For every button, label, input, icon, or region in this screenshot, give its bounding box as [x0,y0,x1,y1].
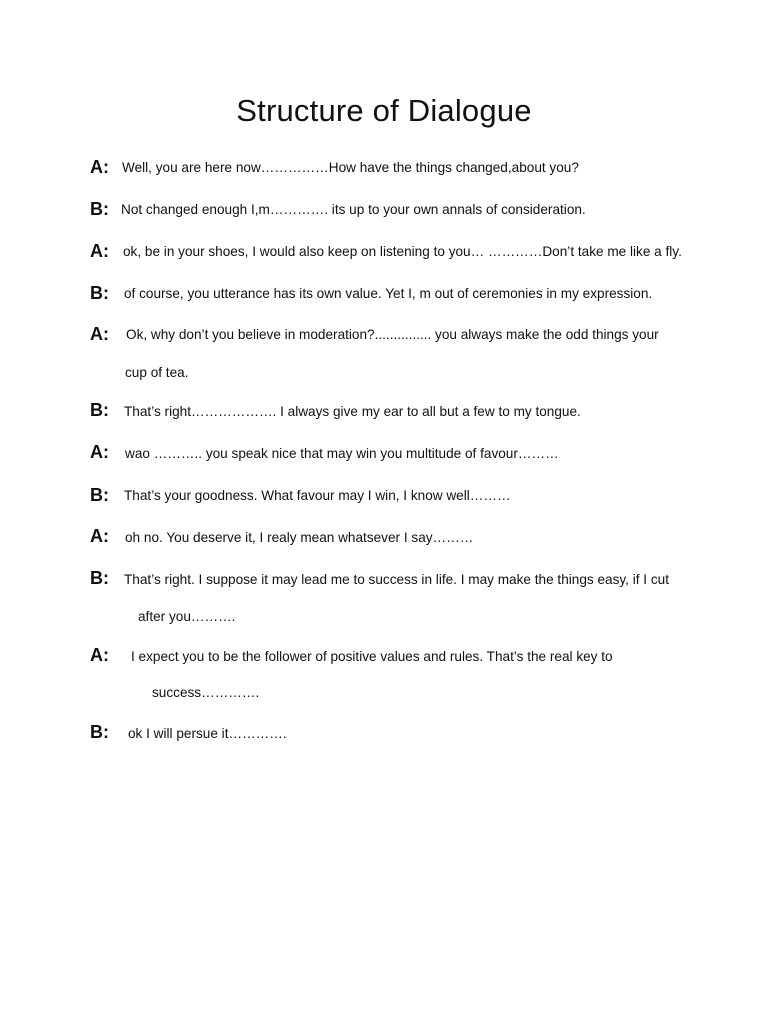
speaker-label: A: [90,157,109,177]
speaker-label: A: [90,442,109,462]
dialogue-line: after you………. [138,609,236,624]
speaker-label: B: [90,722,109,742]
dialogue-line: success…………. [152,685,260,700]
dialogue-line: oh no. You deserve it, I realy mean whatsever I say……… [125,530,474,545]
speaker-label: A: [90,645,109,665]
dialogue-line: Well, you are here now……………How have the things changed,about you? [122,160,579,175]
speaker-label: A: [90,324,109,344]
speaker-label: B: [90,283,109,303]
dialogue-line: That’s right. I suppose it may lead me to success in life. I may make the things easy, if I cut [124,572,669,587]
dialogue-line: That’s your goodness. What favour may I win, I know well……… [124,488,511,503]
dialogue-line: of course, you utterance has its own value. Yet I, m out of ceremonies in my expression. [124,286,653,301]
speaker-label: B: [90,568,109,588]
dialogue-line: cup of tea. [125,365,189,380]
dialogue-line: wao ……….. you speak nice that may win you multitude of favour……… [125,446,559,461]
speaker-label: A: [90,526,109,546]
dialogue-line: I expect you to be the follower of positive values and rules. That’s the real key to [131,649,613,664]
speaker-label: A: [90,241,109,261]
speaker-label: B: [90,400,109,420]
dialogue-line: ok, be in your shoes, I would also keep on listening to you… …………Don’t take me like a fly. [123,244,682,259]
dialogue-line: Ok, why don’t you believe in moderation?............... you always make the odd things your [126,327,659,342]
dialogue-line: Not changed enough I,m…………. its up to your own annals of consideration. [121,202,586,217]
speaker-label: B: [90,485,109,505]
document-title: Structure of Dialogue [236,93,532,128]
dialogue-line: ok I will persue it…………. [128,726,287,741]
speaker-label: B: [90,199,109,219]
dialogue-line: That’s right………………. I always give my ear to all but a few to my tongue. [124,404,581,419]
